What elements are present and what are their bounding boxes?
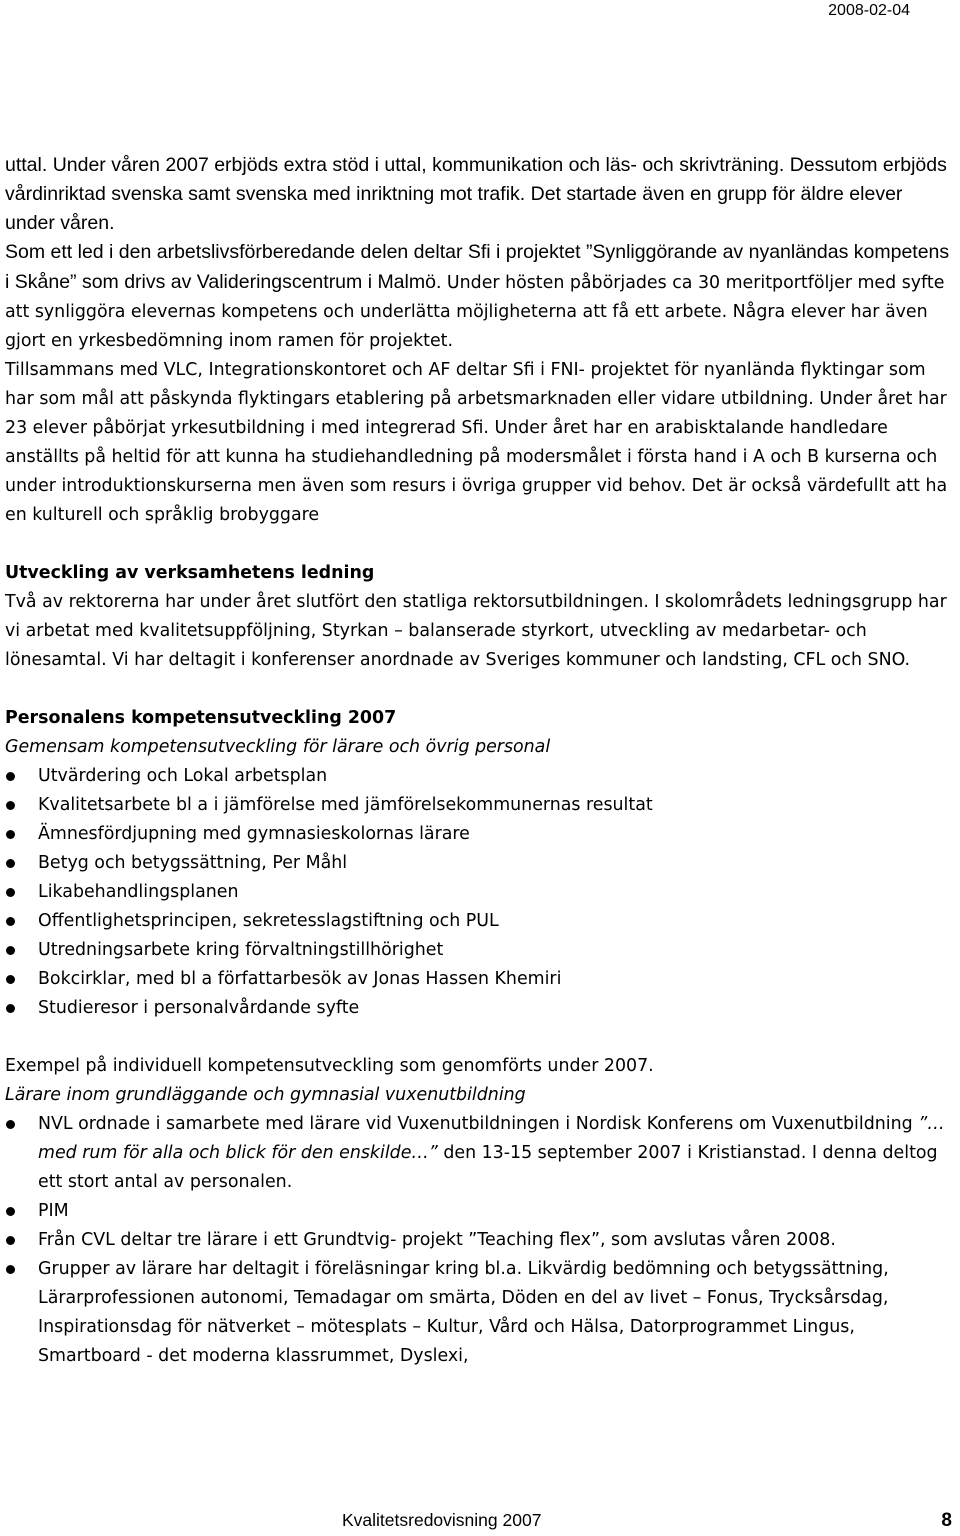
list-item <box>5 1110 954 1197</box>
footer-title: Kvalitetsredovisning 2007 <box>342 1510 542 1530</box>
list-item: Utvärdering och Lokal arbetsplan <box>5 762 954 791</box>
intro-paragraph-1: uttal. Under våren 2007 erbjöds extra stöd i uttal, kommunikation och läs- och skrivträning. Dessutom erbjöds vårdinriktad svenska samt svenska med inriktning mot trafik. Det startade även en grupp för äldre elever under våren. <box>5 154 947 234</box>
bullet-list-larare <box>5 1110 954 1371</box>
list-item: Likabehandlingsplanen <box>5 878 954 907</box>
section-heading-kompetens: Personalens kompetensutveckling 2007 <box>5 708 397 728</box>
header-date: 2008-02-04 <box>828 2 910 19</box>
list-item-quote: ”… med rum för alla och blick för den enskilde…” <box>38 1114 945 1163</box>
list-item-text: den 13-15 september 2007 i Kristianstad. I denna deltog ett stort antal av personalen. <box>38 1143 938 1192</box>
list-item: Ämnesfördjupning med gymnasieskolornas lärare <box>5 820 954 849</box>
body-text <box>5 151 954 1371</box>
bullet-list-gemensam <box>5 762 954 1023</box>
intro-paragraph-2-b: Under hösten påbörjades ca 30 meritportföljer med syfte att synliggöra elevernas kompetens och underlätta möjligheterna att få ett arbete. Några elever har även gjort en yrkesbedömning inom ramen för projektet. <box>5 273 945 351</box>
list-item: Grupper av lärare har deltagit i föreläsningar kring bl.a. Likvärdig bedömning och betygssättning, Lärarprofessionen autonomi, Temadagar om smärta, Döden en del av livet – Fonus, Trycksårsdag, Inspirationsdag för nätverket – mötesplats – Kultur, Vård och Hälsa, Datorprogrammet Lingus, Smartboard - det moderna klassrummet, Dyslexi, <box>5 1255 954 1371</box>
list-item: Betyg och betygssättning, Per Måhl <box>5 849 954 878</box>
page-footer <box>342 1510 952 1532</box>
page-number: 8 <box>941 1510 952 1531</box>
list-item-text: NVL ordnade i samarbete med lärare vid Vuxenutbildningen i Nordisk Konferens om Vuxenutbildning <box>38 1114 919 1134</box>
section-heading-ledning: Utveckling av verksamhetens ledning <box>5 563 375 583</box>
list-item: Offentlighetsprincipen, sekretesslagstiftning och PUL <box>5 907 954 936</box>
list-item: Kvalitetsarbete bl a i jämförelse med jämförelsekommunernas resultat <box>5 791 954 820</box>
example-intro: Exempel på individuell kompetensutveckling som genomförts under 2007. <box>5 1056 654 1076</box>
list-item: PIM <box>5 1197 954 1226</box>
intro-paragraph-3: Tillsammans med VLC, Integrationskontoret och AF deltar Sfi i FNI- projektet för nyanlända flyktingar som har som mål att påskynda flyktingars etablering på arbetsmarknaden eller vidare utbildning. Under året har 23 elever påbörjat yrkesutbildning i med integrerad Sfi. Under året har en arabisktalande handledare anställts på heltid för att kunna ha studiehandledning på modersmålet i första hand i A och B kurserna och under introduktionskurserna men även som resurs i övriga grupper vid behov. Det är också värdefullt att ha en kulturell och språklig brobyggare <box>5 360 948 525</box>
intro-paragraph-2 <box>5 238 954 356</box>
section-text-ledning: Två av rektorerna har under året slutfört den statliga rektorsutbildningen. I skolområdets ledningsgrupp har vi arbetat med kvalitetsuppföljning, Styrkan – balanserade styrkort, utveckling av medarbetar- och lönesamtal. Vi har deltagit i konferenser anordnade av Sveriges kommuner och landsting, CFL och SNO. <box>5 592 947 670</box>
list-item: Utredningsarbete kring förvaltningstillhörighet <box>5 936 954 965</box>
list-item: Bokcirklar, med bl a författarbesök av Jonas Hassen Khemiri <box>5 965 954 994</box>
list-item: Från CVL deltar tre lärare i ett Grundtvig- projekt ”Teaching flex”, som avslutas våren 2008. <box>5 1226 954 1255</box>
intro-paragraph-2-a: Som ett led i den arbetslivsförberedande delen deltar Sfi i projektet ”Synliggörande av nyanländas kompetens i Skåne” som drivs av Valideringscentrum i Malmö. <box>5 241 950 293</box>
list-item: Studieresor i personalvårdande syfte <box>5 994 954 1023</box>
subheading-gemensam: Gemensam kompetensutveckling för lärare och övrig personal <box>5 737 551 757</box>
subheading-larare: Lärare inom grundläggande och gymnasial vuxenutbildning <box>5 1085 526 1105</box>
